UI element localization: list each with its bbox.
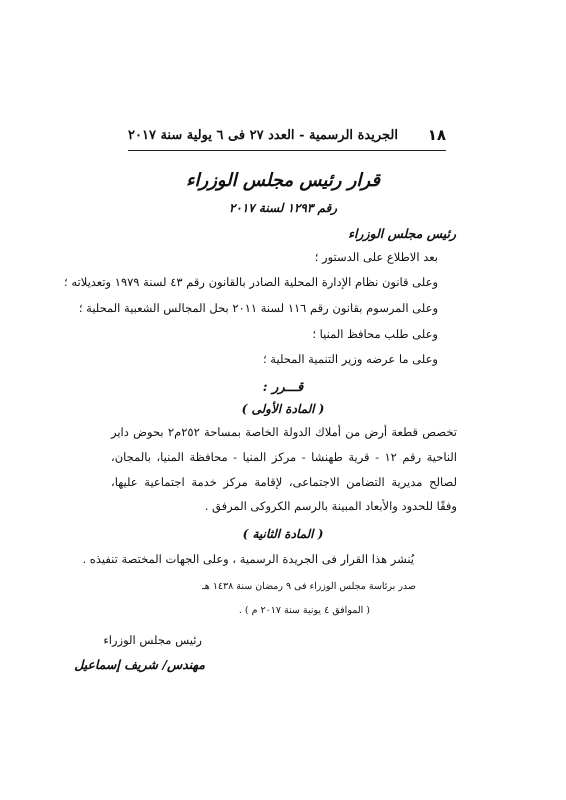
decree-title: قرار رئيس مجلس الوزراء [186, 170, 380, 191]
recital-governor-request: وعلى طلب محافظ المنيا ؛ [312, 327, 438, 341]
signer-title: رئيس مجلس الوزراء [103, 633, 202, 647]
article-1-heading: ( المادة الأولى ) [241, 402, 325, 416]
recital-constitution: بعد الاطلاع على الدستور ؛ [314, 250, 438, 264]
issued-date-gregorian: ( الموافق ٤ يونية سنة ٢٠١٧ م ) . [238, 605, 370, 616]
issued-date-hijri: صدر برئاسة مجلس الوزراء فى ٩ رمضان سنة ١٤٣٨ هـ [201, 581, 416, 592]
recital-decree-law: وعلى المرسوم بقانون رقم ١١٦ لسنة ٢٠١١ بحل المجالس الشعبية المحلية ؛ [78, 301, 438, 315]
signer-name: مهندس/ شريف إسماعيل [74, 657, 205, 672]
decree-number: رقم ١٢٩٣ لسنة ٢٠١٧ [228, 201, 338, 215]
article-1-body: تخصص قطعة أرض من أملاك الدولة الخاصة بمساحة ٢٥٢م٢ بحوض داير الناحية رقم ١٢ - قرية طهنشا - مركز المنيا - محافظة المنيا، بالمجان، لصالح مديرية التضامن الاجتماعى، لإقامة مركز خدمة اجتماعية عليها، وفقًا للحدود والأبعاد المبينة بالرسم الكروكى المرفق . [111, 425, 458, 514]
decided-heading: قـــرر : [262, 380, 304, 395]
article-2-body: يُنشر هذا القرار فى الجريدة الرسمية ، وعلى الجهات المختصة تنفيذه . [82, 552, 414, 566]
page-number: ١٨ [427, 126, 446, 144]
recital-local-admin-law: وعلى قانون نظام الإدارة المحلية الصادر بالقانون رقم ٤٣ لسنة ١٩٧٩ وتعديلاته ؛ [64, 275, 438, 289]
page-header [128, 126, 446, 148]
issuer-heading: رئيس مجلس الوزراء [348, 226, 456, 241]
article-2-heading: ( المادة الثانية ) [242, 527, 324, 541]
header-divider [128, 150, 446, 151]
recital-minister-proposal: وعلى ما عرضه وزير التنمية المحلية ؛ [263, 352, 438, 366]
running-head: الجريدة الرسمية - العدد ٢٧ فى ٦ يولية سنة ٢٠١٧ [128, 128, 398, 143]
